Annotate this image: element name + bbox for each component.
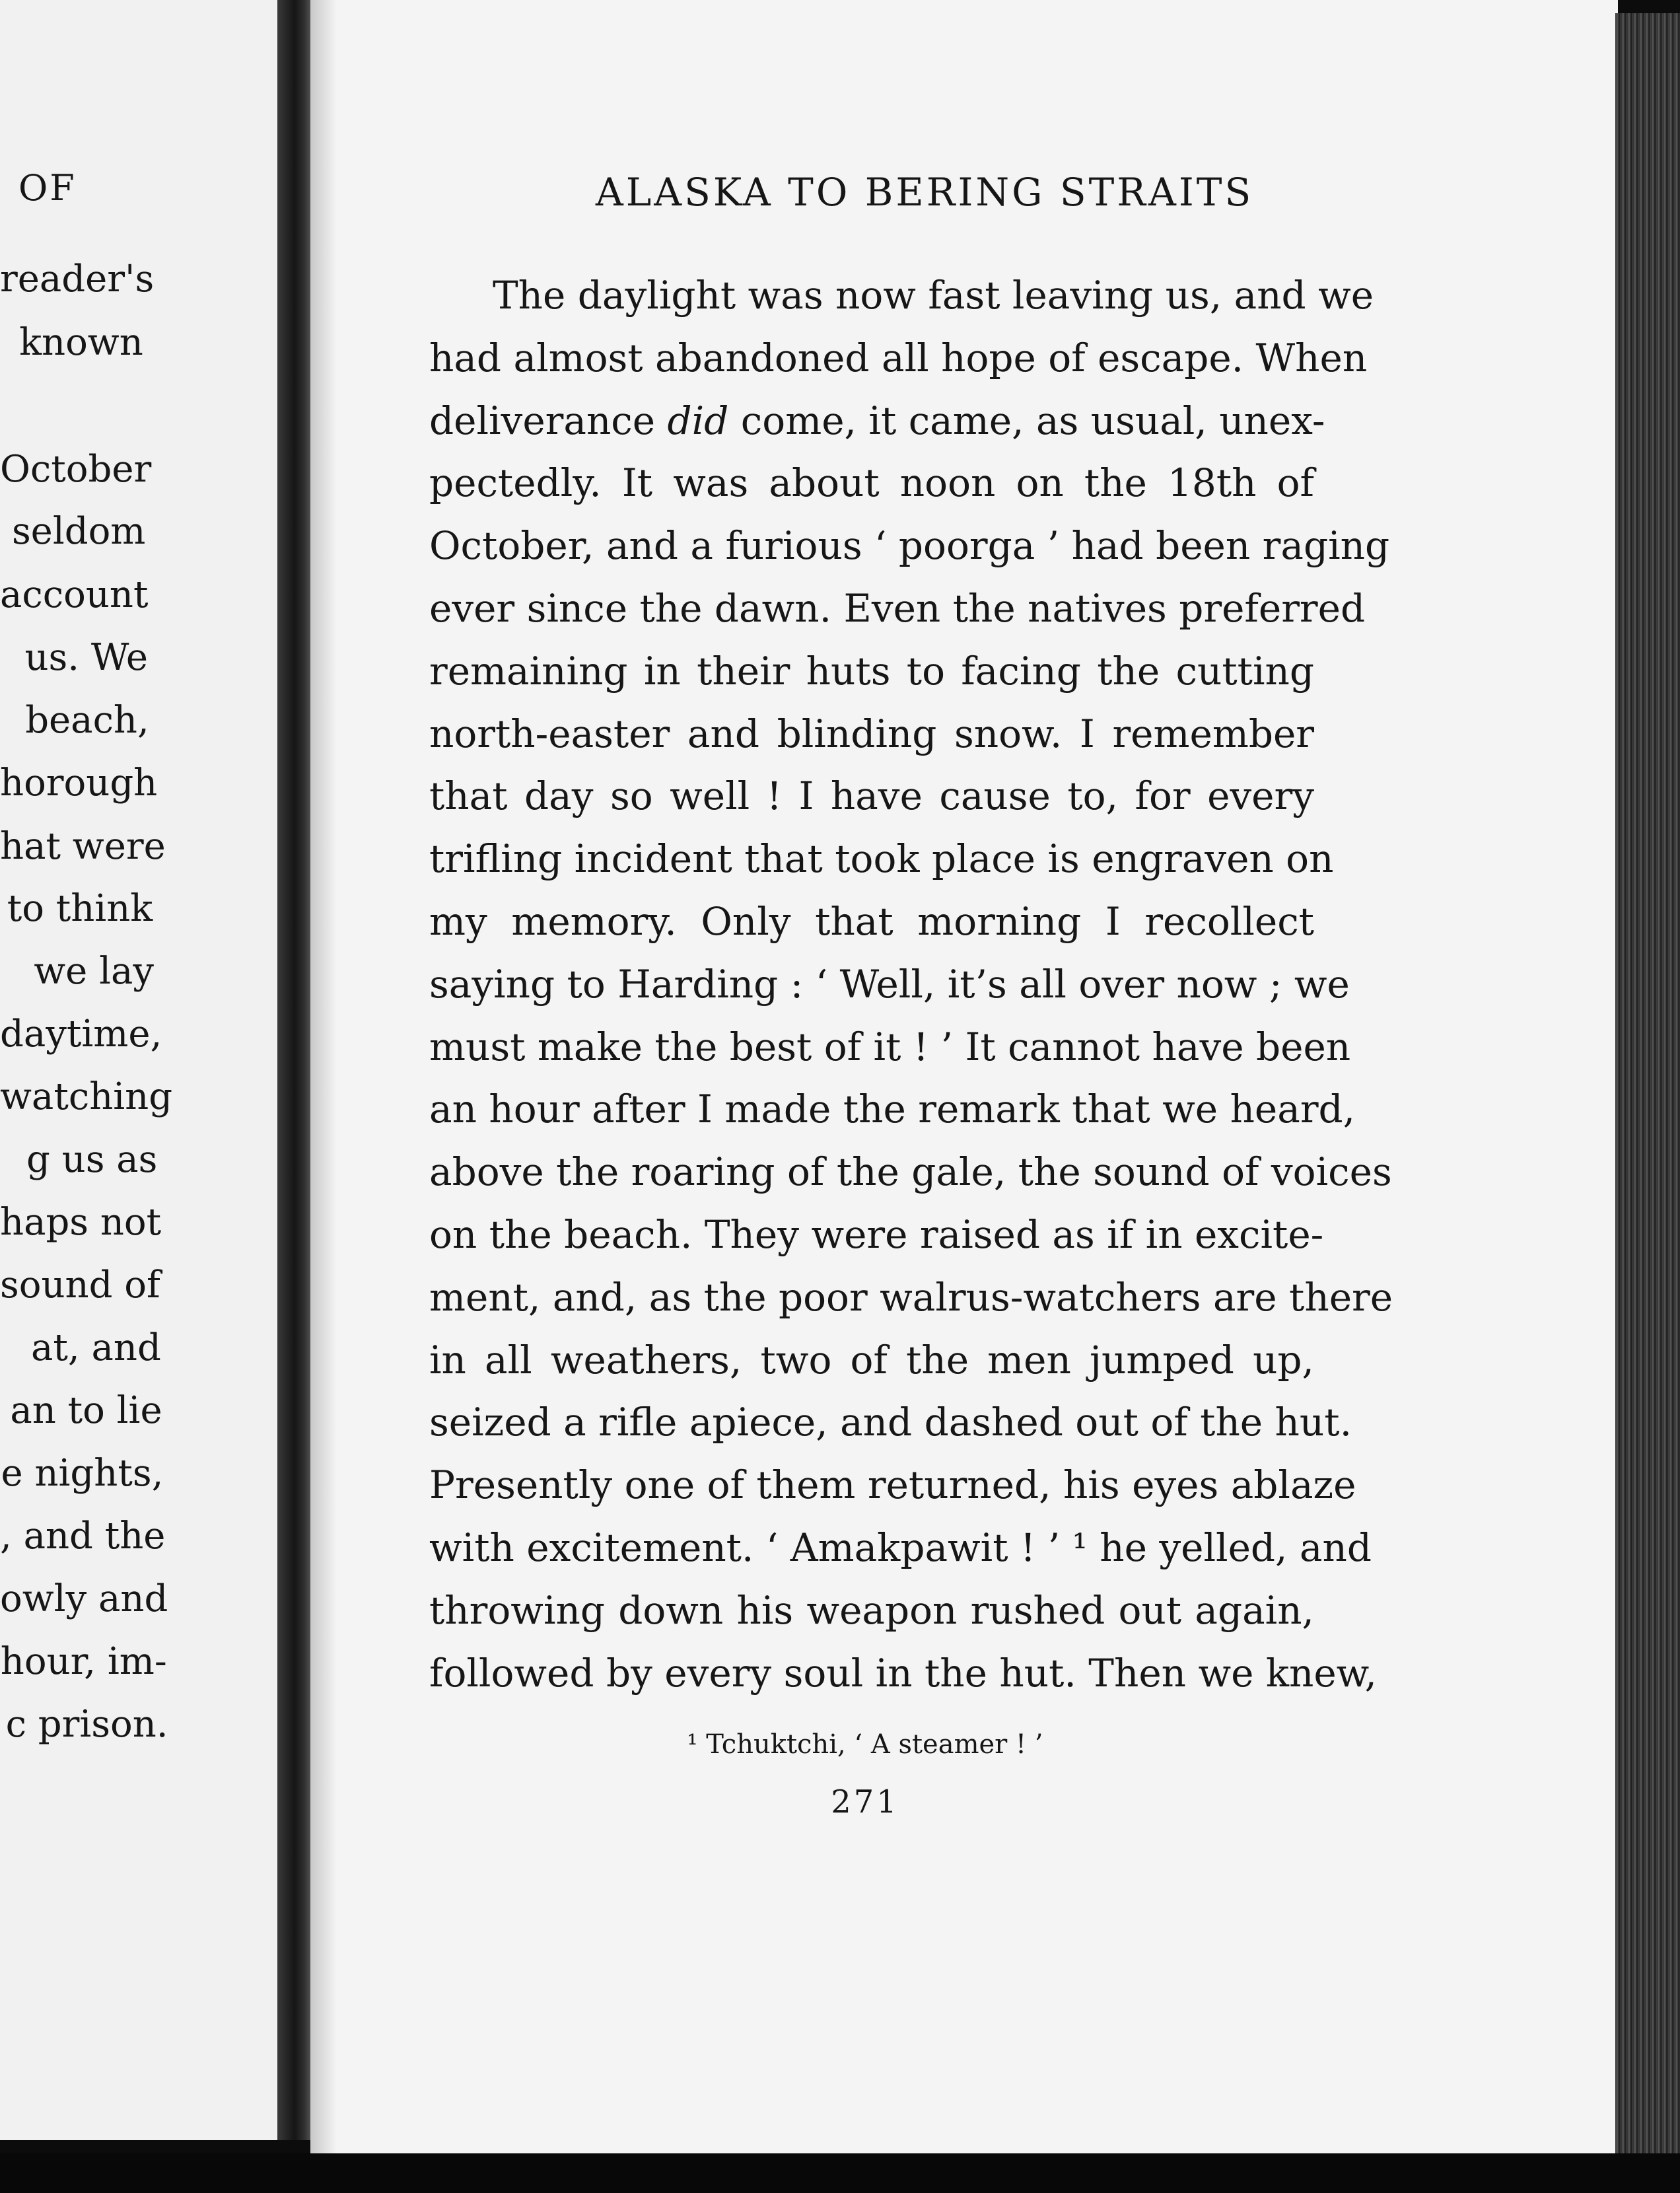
left-text-line: us. We <box>24 636 148 679</box>
text-line: trifling incident that took place is engraven on <box>429 836 1334 882</box>
text-line: with excitement. ‘ Amakpawit ! ’ ¹ he yelled, and <box>429 1525 1372 1570</box>
left-text-line: October <box>0 448 152 491</box>
left-text-line: hat were <box>0 825 166 868</box>
italic-word: did <box>667 398 729 443</box>
left-text-line: reader's <box>0 258 155 301</box>
text-line: north-easter and blinding snow. I remember <box>429 711 1314 756</box>
text-segment: deliverance <box>429 398 668 443</box>
left-running-head: OF <box>18 167 77 209</box>
page-shadow <box>310 0 337 2160</box>
text-line: remaining in their huts to facing the cutting <box>429 648 1314 694</box>
text-line: that day so well ! I have cause to, for every <box>429 773 1314 819</box>
running-title: ALASKA TO BERING STRAITS <box>595 170 1254 215</box>
text-line: seized a rifle apiece, and dashed out of the hut. <box>429 1400 1352 1445</box>
body-text <box>429 264 1393 1704</box>
text-line: Presently one of them returned, his eyes ablaze <box>429 1462 1356 1508</box>
text-segment: come, it came, as usual, unex- <box>728 398 1325 443</box>
left-text-line: to think <box>7 887 153 930</box>
left-text-line: seldom <box>11 510 146 553</box>
text-line: followed by every soul in the hut. Then we knew, <box>429 1650 1377 1696</box>
text-line: had almost abandoned all hope of escape. When <box>429 335 1368 380</box>
text-line: October, and a furious ‘ poorga ’ had been raging <box>429 523 1390 569</box>
text-line: ment, and, as the poor walrus-watchers are there <box>429 1274 1393 1320</box>
bottom-shadow <box>0 2153 1680 2193</box>
text-line: The daylight was now fast leaving us, and we <box>493 273 1374 318</box>
left-text-line: daytime, <box>0 1013 162 1056</box>
text-line: ever since the dawn. Even the natives preferred <box>429 585 1366 631</box>
text-line: saying to Harding : ‘ Well, it’s all over now ; we <box>429 961 1350 1007</box>
left-text-line: haps not <box>0 1201 162 1244</box>
left-text-line: hour, im- <box>0 1640 167 1683</box>
text-line: throwing down his weapon rushed out again, <box>429 1587 1314 1633</box>
text-line: on the beach. They were raised as if in excite- <box>429 1211 1324 1257</box>
left-text-line: beach, <box>25 699 149 742</box>
left-text-line: g us as <box>26 1138 158 1181</box>
right-page <box>310 0 1618 2160</box>
text-line <box>429 390 1325 452</box>
left-text-line: owly and <box>0 1577 168 1620</box>
text-line: must make the best of it ! ’ It cannot have been <box>429 1024 1351 1069</box>
text-line: in all weathers, two of the men jumped up, <box>429 1337 1314 1383</box>
left-text-line: at, and <box>31 1326 161 1369</box>
page-edges <box>1615 13 1680 2160</box>
left-text-line: e nights, <box>1 1452 164 1495</box>
page-number: 271 <box>831 1783 899 1820</box>
left-text-line: horough <box>0 762 158 805</box>
left-text-line: c prison. <box>5 1703 168 1746</box>
left-text-line: watching <box>0 1075 173 1118</box>
text-line: my memory. Only that morning I recollect <box>429 898 1314 944</box>
text-line: an hour after I made the remark that we heard, <box>429 1087 1356 1132</box>
left-text-line: we lay <box>34 950 154 993</box>
text-line: pectedly. It was about noon on the 18th of <box>429 460 1314 506</box>
left-page <box>0 0 285 2140</box>
left-text-line: sound of <box>0 1264 160 1307</box>
text-line: above the roaring of the gale, the sound of voices <box>429 1149 1392 1195</box>
footnote: ¹ Tchuktchi, ‘ A steamer ! ’ <box>687 1729 1043 1760</box>
left-text-line: , and the <box>0 1515 166 1558</box>
left-text-line: an to lie <box>10 1389 162 1432</box>
left-text-line: known <box>19 321 143 364</box>
left-text-line: account <box>0 573 149 616</box>
